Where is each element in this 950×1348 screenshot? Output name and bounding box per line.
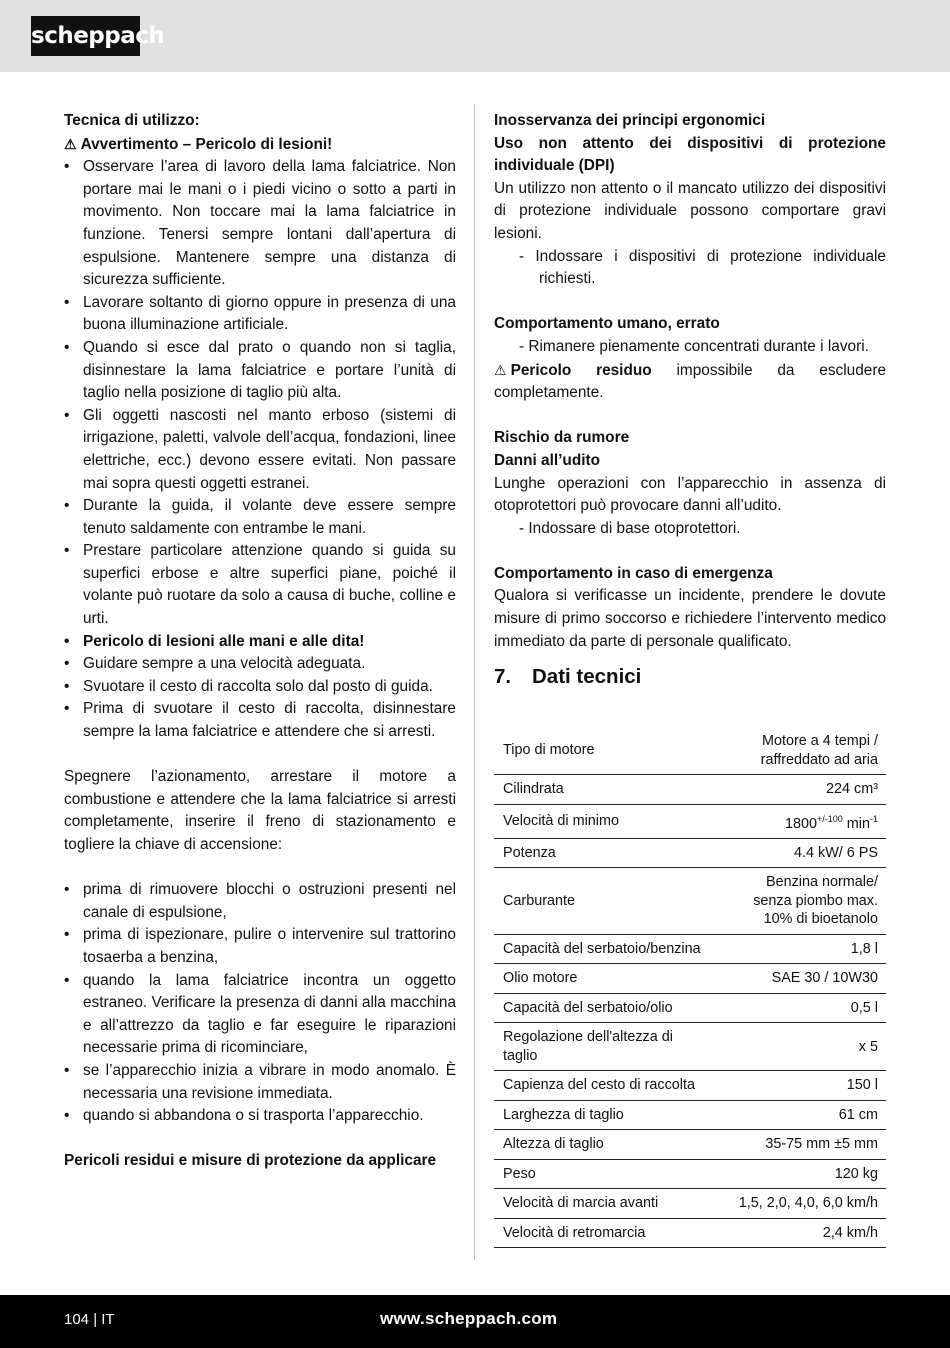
spec-value: 150 l: [721, 1071, 886, 1101]
spec-row: [494, 838, 886, 868]
page-header: [0, 0, 950, 72]
list-item: • Prima di svuotare il cesto di raccolta, disinnestare sempre la lama falciatrice e attendere che si arresti.: [64, 698, 456, 743]
list-item: - Rimanere pienamente concentrati durante i lavori.: [519, 337, 869, 355]
ppe-title: Uso non attento dei dispositivi di protezione individuale (DPI): [494, 134, 886, 175]
spec-row: [494, 1071, 886, 1101]
spec-row: [494, 1159, 886, 1189]
ppe-text: Un utilizzo non attento o il mancato utilizzo dei dispositivi di protezione individuale possono comportare gravi lesioni.: [494, 179, 886, 242]
spec-label: Velocità di marcia avanti: [494, 1189, 721, 1219]
hearing-text: Lunghe operazioni con l’apparecchio in assenza di otoprotettori può provocare danni all’udito.: [494, 474, 886, 515]
hearing-dash-list: [494, 518, 886, 541]
list-item: • prima di ispezionare, pulire o intervenire sul trattorino tosaerba a benzina,: [64, 924, 456, 969]
spec-row: [494, 964, 886, 994]
website-link[interactable]: www.scheppach.com: [380, 1309, 558, 1328]
spec-value: SAE 30 / 10W30: [721, 964, 886, 994]
list-item: • se l’apparecchio inizia a vibrare in modo anomalo. È necessaria una revisione immediata.: [64, 1060, 456, 1105]
spec-value-exponent: -1: [869, 813, 878, 824]
human-dash-list: [494, 336, 886, 359]
spec-value: x 5: [721, 1023, 886, 1071]
spec-row: [494, 868, 886, 935]
spec-row: [494, 727, 886, 775]
spec-row: [494, 1100, 886, 1130]
spec-value: 120 kg: [721, 1159, 886, 1189]
residual-risk-text: impossibile da escludere completamente.: [494, 361, 887, 402]
emergency-text: Qualora si verificasse un incidente, prendere le dovute misure di primo soccorso e richiedere l’intervento medico immediato da parte di personale qualificato.: [494, 587, 886, 650]
scheppach-logo: scheppach: [31, 16, 140, 56]
spec-value: 2,4 km/h: [721, 1218, 886, 1248]
spec-row: [494, 1023, 886, 1071]
spec-label: Velocità di retromarcia: [494, 1218, 721, 1248]
spec-label: Tipo di motore: [494, 727, 721, 775]
list-item: • Svuotare il cesto di raccolta solo dal posto di guida.: [64, 676, 456, 699]
hearing-title: Danni all’udito: [494, 451, 601, 469]
warning-heading: [64, 133, 456, 157]
ergonomic-title: Inosservanza dei principi ergonomici: [494, 112, 766, 129]
list-item: • Prestare particolare attenzione quando si guida su superfici erbose e altre superfici piane, poiché il volante può ruotare da solo a causa di buche, colline e urti.: [64, 540, 456, 630]
spec-label: Cilindrata: [494, 775, 721, 805]
spec-label: Capienza del cesto di raccolta: [494, 1071, 721, 1101]
list-item: • Pericolo di lesioni alle mani e alle dita!: [64, 631, 456, 654]
spec-row: [494, 1189, 886, 1219]
list-item: • prima di rimuovere blocchi o ostruzioni presenti nel canale di espulsione,: [64, 879, 456, 924]
spec-row: [494, 804, 886, 838]
residual-risk-line: [494, 359, 886, 405]
spec-value-tolerance: +/-100: [817, 813, 843, 824]
section-number: 7.: [494, 665, 512, 689]
list-item: • Durante la guida, il volante deve essere sempre tenuto saldamente con entrambe le mani.: [64, 495, 456, 540]
page-footer: [0, 1295, 950, 1348]
spec-label: Olio motore: [494, 964, 721, 994]
technical-data-table: [494, 727, 886, 1248]
stop-list: [64, 879, 456, 1128]
spec-label: Velocità di minimo: [494, 804, 721, 838]
spec-row: [494, 1218, 886, 1248]
spec-value: 0,5 l: [721, 993, 886, 1023]
ppe-dash-list: [494, 246, 886, 291]
spec-label: Capacità del serbatoio/olio: [494, 993, 721, 1023]
technique-list: [64, 156, 456, 743]
residual-risk-label: Pericolo residuo: [510, 361, 652, 379]
spec-label: Capacità del serbatoio/benzina: [494, 934, 721, 964]
spec-row: [494, 993, 886, 1023]
warning-icon: ⚠: [64, 135, 77, 152]
spec-label: Altezza di taglio: [494, 1130, 721, 1160]
stop-paragraph: Spegnere l’azionamento, arrestare il motore a combustione e attendere che la lama falciatrice si arresti completamente, inserire il freno di stazionamento e togliere la chiave di accensione:: [64, 768, 456, 853]
spec-label: Potenza: [494, 838, 721, 868]
list-item: • Osservare l’area di lavoro della lama falciatrice. Non portare mai le mani o i piedi vicino o sotto a parti in movimento. Non toccare mai la lama falciatrice in funzione. Tenersi sempre lontani dall’apertura di espulsione. Mantenere sempre una distanza di sicurezza sufficiente.: [64, 156, 456, 292]
list-item: • Quando si esce dal prato o quando non si taglia, disinnestare la lama falciatrice e portare l’unità di taglio nella posizione di taglio più alta.: [64, 337, 456, 405]
spec-value: 4.4 kW/ 6 PS: [721, 838, 886, 868]
list-item: • Guidare sempre a una velocità adeguata.: [64, 653, 456, 676]
spec-value-main: 1800: [785, 815, 818, 832]
column-divider: [474, 104, 475, 1260]
list-item: - Indossare di base otoprotettori.: [519, 519, 741, 537]
spec-label: Peso: [494, 1159, 721, 1189]
spec-label: Larghezza di taglio: [494, 1100, 721, 1130]
spec-value: Motore a 4 tempi / raffreddato ad aria: [721, 727, 886, 775]
spec-row: [494, 775, 886, 805]
noise-title: Rischio da rumore: [494, 429, 630, 447]
left-column: [64, 110, 456, 1173]
spec-row: [494, 1130, 886, 1160]
human-behaviour-title: Comportamento umano, errato: [494, 315, 720, 333]
spec-label: Carburante: [494, 868, 721, 935]
residual-risks-title: Pericoli residui e misure di protezione da applicare: [64, 1152, 437, 1170]
warning-icon: ⚠: [494, 361, 507, 378]
spec-value: 1,5, 2,0, 4,0, 6,0 km/h: [721, 1189, 886, 1219]
list-item: - Indossare i dispositivi di protezione individuale richiesti.: [519, 247, 886, 288]
warning-title: Avvertimento – Pericolo di lesioni!: [80, 135, 333, 153]
list-item: • quando si abbandona o si trasporta l’apparecchio.: [64, 1105, 456, 1128]
section-heading: [494, 663, 886, 691]
spec-value: Benzina normale/ senza piombo max. 10% di bioetanolo: [721, 868, 886, 935]
spec-value: [721, 804, 886, 838]
right-column: [494, 110, 886, 691]
spec-label: Regolazione dell'altezza di taglio: [494, 1023, 721, 1071]
emergency-title: Comportamento in caso di emergenza: [494, 564, 773, 582]
section-title: Dati tecnici: [532, 665, 642, 689]
spec-value: 35-75 mm ±5 mm: [721, 1130, 886, 1160]
spec-value: 61 cm: [721, 1100, 886, 1130]
list-item: • quando la lama falciatrice incontra un oggetto estraneo. Verificare la presenza di danni alla macchina e all’attrezzo da taglio e far eseguire le riparazioni necessarie prima di ricominciare,: [64, 970, 456, 1060]
list-item: • Gli oggetti nascosti nel manto erboso (sistemi di irrigazione, paletti, valvole dell’acqua, fondazioni, linee elettriche, ecc.) devono essere evitati. Non passare mai sopra questi oggetti estranei.: [64, 405, 456, 495]
page-number: 104 | IT: [64, 1311, 115, 1328]
spec-value: 224 cm³: [721, 775, 886, 805]
spec-row: [494, 934, 886, 964]
technique-title: Tecnica di utilizzo:: [64, 112, 200, 129]
spec-value: 1,8 l: [721, 934, 886, 964]
spec-value-unit: min: [842, 815, 870, 832]
list-item: • Lavorare soltanto di giorno oppure in presenza di una buona illuminazione artificiale.: [64, 292, 456, 337]
